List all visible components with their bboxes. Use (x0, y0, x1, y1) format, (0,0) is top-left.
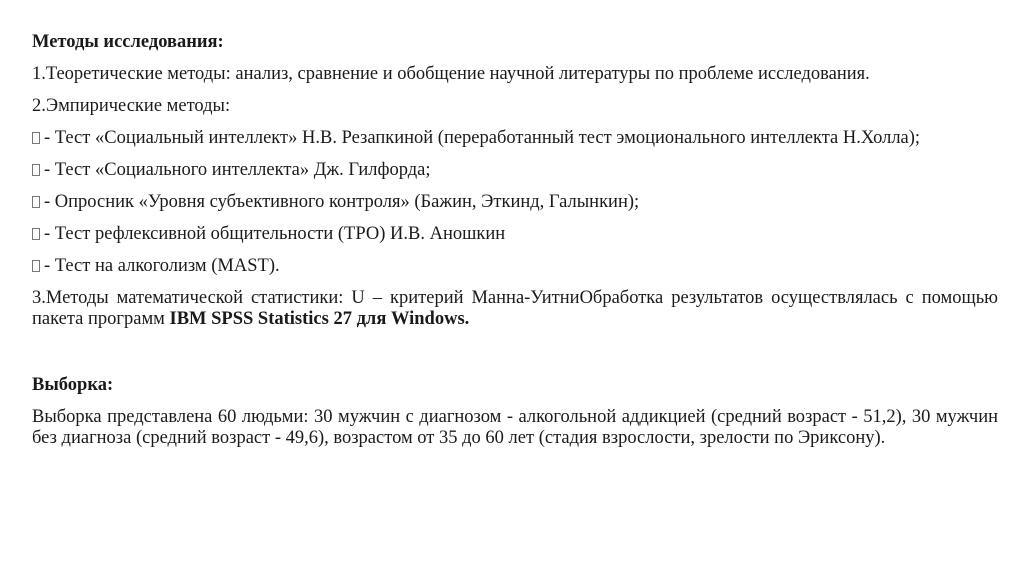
methods-item-statistics (32, 288, 998, 330)
test-item (32, 192, 998, 213)
test-item-text: - Тест на алкоголизм (MAST). (44, 256, 280, 276)
statistics-text: 3.Методы математической статистики: U – критерий Манна-УитниОбработка результатов осуществлялась с помощью пакета программ (32, 288, 998, 329)
test-item-text: - Опросник «Уровня субъективного контроля» (Бажин, Эткинд, Галынкин); (44, 192, 640, 212)
test-item-text: - Тест «Социального интеллекта» Дж. Гилфорда; (44, 160, 431, 180)
bullet-box-icon (32, 164, 40, 176)
test-item-text: - Тест рефлексивной общительности (ТРО) И.В. Аношкин (44, 224, 506, 244)
methods-heading: Методы исследования: (32, 32, 224, 52)
test-item (32, 128, 998, 149)
test-item (32, 224, 998, 245)
bullet-box-icon (32, 132, 40, 144)
test-item (32, 256, 998, 277)
slide-content (32, 32, 998, 460)
methods-item-empirical: 2.Эмпирические методы: (32, 96, 231, 116)
test-item (32, 160, 998, 181)
methods-item-theoretical: 1.Теоретические методы: анализ, сравнение и обобщение научной литературы по проблеме исследования. (32, 64, 870, 84)
section-spacer (32, 341, 998, 375)
bullet-box-icon (32, 260, 40, 272)
sample-heading: Выборка: (32, 375, 114, 395)
sample-text: Выборка представлена 60 людьми: 30 мужчин с диагнозом - алкогольной аддикцией (средний возраст - 51,2), 30 мужчин без диагноза (средний возраст - 49,6), возрастом от 35 до 60 лет (стадия взрослости, зрелости по Эриксону). (32, 407, 998, 448)
bullet-box-icon (32, 196, 40, 208)
test-item-text: - Тест «Социальный интеллект» Н.В. Резапкиной (переработанный тест эмоционального интеллекта Н.Холла); (44, 128, 921, 148)
statistics-software: IBM SPSS Statistics 27 для Windows. (169, 309, 470, 329)
bullet-box-icon (32, 228, 40, 240)
